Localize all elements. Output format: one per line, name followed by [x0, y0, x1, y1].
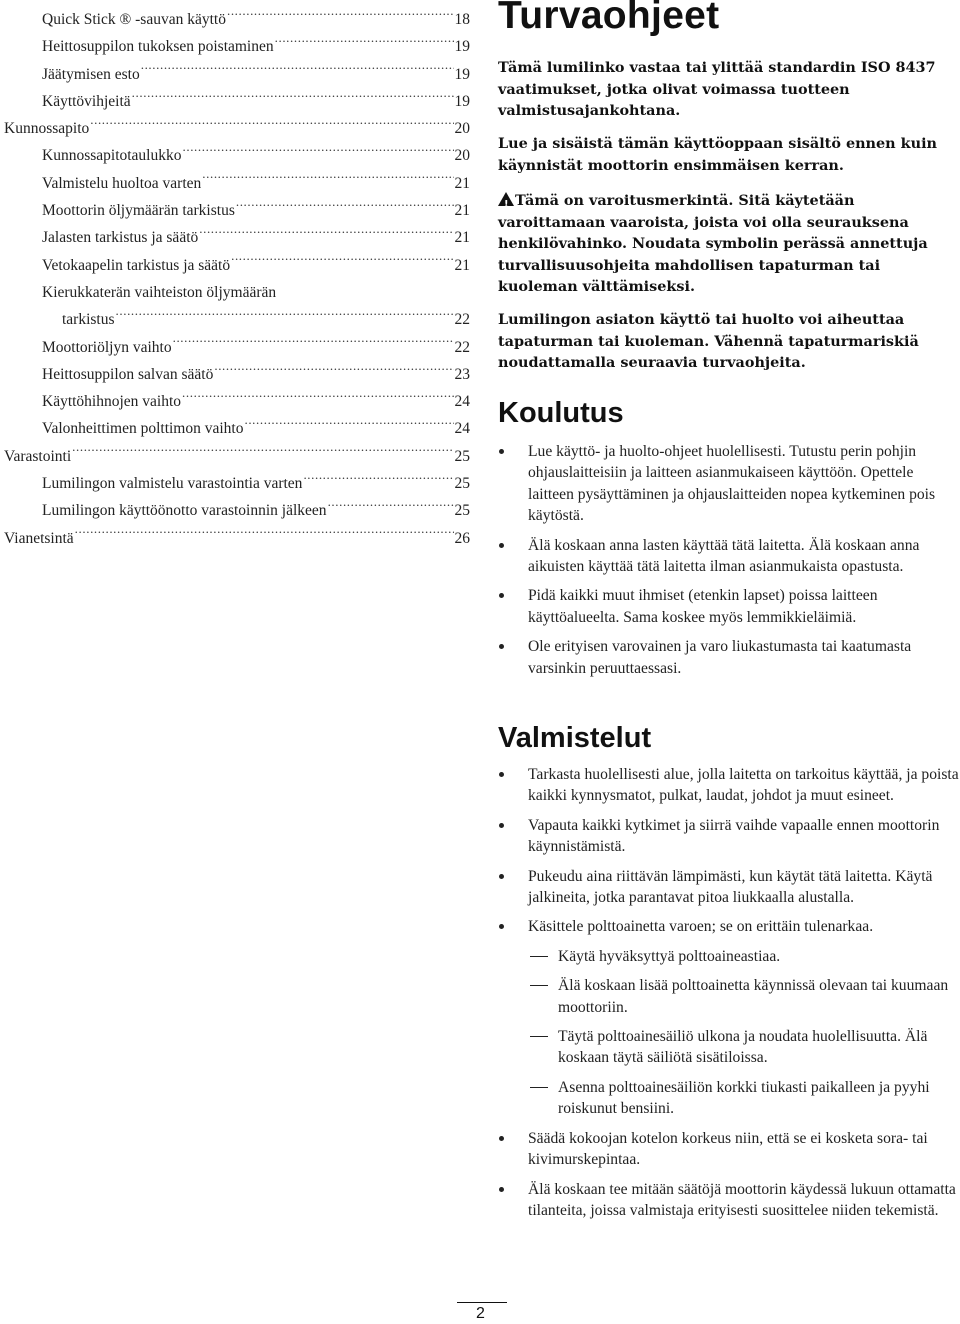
toc-entry-page: 24 [454, 420, 470, 438]
toc-leader-dots [275, 30, 454, 51]
toc-leader-dots [214, 358, 453, 379]
dash-icon [530, 985, 548, 986]
toc-entry-title: Varastointi [4, 447, 72, 465]
toc-entry-page: 21 [454, 229, 470, 247]
toc-entry-page: 20 [454, 120, 470, 138]
list-item [498, 1128, 960, 1171]
sub-list-item-text: Älä koskaan lisää polttoainetta käynnissä olevaan tai kuumaan moottoriin. [558, 977, 949, 1016]
toc-entry[interactable] [4, 494, 470, 521]
toc-leader-dots [173, 331, 454, 352]
toc-entry[interactable] [4, 85, 470, 112]
toc-entry-title: Käyttöhihnojen vaihto [42, 393, 182, 411]
toc-leader-dots [199, 221, 453, 242]
safety-warning-paragraph [498, 190, 953, 298]
toc-entry-page: 25 [454, 502, 470, 520]
sub-list-item-text: Täytä polttoainesäiliö ulkona ja noudata huolellisuutta. Älä koskaan täytä säiliötä sisätiloissa. [558, 1028, 928, 1067]
list-item-text: Säädä kokoojan kotelon korkeus niin, että se ei kosketa sora- tai kivimurskepintaa. [528, 1129, 928, 1169]
toc-entry-page: 25 [454, 475, 470, 493]
toc-leader-dots [236, 194, 454, 215]
safety-intro-read-manual: Lue ja sisäistä tämän käyttöoppaan sisältö ennen kuin käynnistät moottorin ensimmäisen kerran. [498, 135, 938, 174]
toc-entry-page: 21 [454, 174, 470, 192]
list-item [498, 764, 960, 807]
toc-entry[interactable] [4, 331, 470, 358]
toc-entry-title: Kunnossapitotaulukko [42, 147, 182, 165]
toc-entry[interactable] [4, 139, 470, 166]
list-item [498, 441, 960, 527]
toc-entry-page: 19 [454, 38, 470, 56]
toc-entry[interactable] [4, 249, 470, 276]
toc-entry-page: 22 [454, 311, 470, 329]
list-item-text: Tarkasta huolellisesti alue, jolla laitetta on tarkoitus käyttää, ja poista kaikki kynnysmatot, pulkat, laudat, johdot ja muut esineet. [528, 766, 959, 805]
bullet-icon [499, 449, 504, 454]
preparation-list [498, 764, 960, 1229]
toc-entry-title: tarkistus [62, 311, 115, 329]
page-title: Turvaohjeet [498, 0, 720, 37]
bullet-icon [499, 543, 504, 548]
bullet-icon [499, 772, 504, 777]
dash-icon [530, 956, 548, 957]
toc-leader-dots [328, 494, 454, 515]
toc-entry-page: 19 [454, 92, 470, 110]
list-item-text: Pidä kaikki muut ihmiset (etenkin lapset) poissa laitteen käyttöalueelta. Sama koskee myös lemmikkieläimiä. [528, 587, 878, 626]
warning-triangle-icon [498, 192, 514, 206]
list-item [498, 916, 960, 1119]
bullet-icon [499, 874, 504, 879]
toc-leader-dots [244, 412, 453, 433]
toc-entry-page: 21 [454, 202, 470, 220]
toc-entry-title: Moottoriöljyn vaihto [42, 338, 172, 356]
toc-entry-page: 24 [454, 393, 470, 411]
toc-entry-page: 18 [454, 11, 470, 28]
bullet-icon [499, 644, 504, 649]
toc-entry[interactable] [4, 467, 470, 494]
sub-list-item [528, 946, 960, 967]
toc-entry[interactable] [4, 276, 470, 303]
list-item-text: Vapauta kaikki kytkimet ja siirrä vaihde vapaalle ennen moottorin käynnistämistä. [528, 816, 940, 856]
toc-entry-title: Jäätymisen esto [42, 65, 140, 83]
list-item [498, 866, 960, 909]
toc-entry-title: Kierukkaterän vaihteiston öljymäärän [42, 283, 277, 301]
toc-entry-title: Vetokaapelin tarkistus ja säätö [42, 256, 231, 274]
bullet-icon [499, 593, 504, 598]
toc-entry-continuation[interactable] [4, 303, 470, 330]
list-item-text: Käsittele polttoainetta varoen; se on erittäin tulenarkaa. [528, 918, 874, 936]
list-item [498, 585, 960, 628]
training-list [498, 441, 960, 687]
toc-entry[interactable] [4, 30, 470, 57]
toc-leader-dots [303, 467, 453, 488]
toc-entry-title: Heittosuppilon salvan säätö [42, 365, 214, 383]
toc-entry-page: 19 [454, 65, 470, 83]
toc-entry-page: 21 [454, 256, 470, 274]
toc-entry-page: 25 [454, 447, 470, 465]
toc-entry-title: Kunnossapito [4, 120, 90, 138]
toc-entry[interactable] [4, 167, 470, 194]
toc-leader-dots [227, 3, 454, 24]
bullet-icon [499, 1136, 504, 1141]
toc-leader-dots [141, 58, 454, 79]
sub-list-item-text: Asenna polttoainesäiliön korkki tiukasti paikalleen ja pyyhi roiskunut bensiini. [558, 1078, 930, 1118]
toc-leader-dots [72, 440, 453, 461]
section-title-preparation: Valmistelut [498, 722, 652, 754]
toc-leader-dots [182, 385, 453, 406]
toc-leader-dots [202, 167, 453, 188]
toc-entry[interactable] [4, 194, 470, 221]
toc-entry-page: 23 [454, 365, 470, 383]
safety-intro-standard: Tämä lumilinko vastaa tai ylittää standardin ISO 8437 vaatimukset, jotka olivat voimassa tuotteen valmistusajankohtana. [498, 59, 936, 119]
safety-misuse-paragraph: Lumilingon asiaton käyttö tai huolto voi aiheuttaa tapaturman tai kuoleman. Vähennä tapaturmariskiä noudattamalla seuraavia turvaohjeita. [498, 311, 919, 371]
toc-entry-title: Valonheittimen polttimon vaihto [42, 420, 244, 438]
toc-entry-page: 26 [454, 529, 470, 547]
toc-leader-dots [183, 139, 454, 160]
list-item-text: Älä koskaan tee mitään säätöjä moottorin käydessä lukuun ottamatta tilanteita, joissa valmistaja erityisesti suosittelee niiden tekemistä. [528, 1180, 956, 1219]
toc-entry[interactable] [4, 412, 470, 439]
toc-entry-title: Quick Stick ® -sauvan käyttö [42, 11, 226, 28]
toc-entry-title: Jalasten tarkistus ja säätö [42, 229, 199, 247]
list-item [498, 535, 960, 578]
toc-entry-title: Lumilingon käyttöönotto varastoinnin jälkeen [42, 502, 327, 520]
bullet-icon [499, 924, 504, 929]
toc-entry[interactable] [4, 58, 470, 85]
toc-entry-title: Vianetsintä [4, 529, 74, 547]
toc-leader-dots [116, 303, 454, 324]
toc-entry[interactable] [4, 3, 470, 30]
toc-leader-dots [75, 522, 454, 543]
fuel-sublist [528, 946, 960, 1120]
footer-rule [457, 1302, 507, 1303]
page-number: 2 [476, 1305, 485, 1322]
toc-entry[interactable] [4, 385, 470, 412]
list-item [498, 1179, 960, 1222]
toc-entry[interactable] [4, 440, 470, 467]
list-item-text: Lue käyttö- ja huolto-ohjeet huolellisesti. Tutustu perin pohjin ohjauslaitteisiin ja laitteen asianmukaiseen käyttöön. Opettele laitteen pysäyttäminen ja ohjauslaitteiden nopea kytkeminen pois käytöstä. [528, 443, 936, 525]
toc-entry-title: Lumilingon valmistelu varastointia varten [42, 475, 303, 493]
list-item [498, 815, 960, 858]
section-title-training: Koulutus [498, 397, 624, 429]
toc-entry-page: 22 [454, 338, 470, 356]
toc-entry[interactable] [4, 221, 470, 248]
toc-entry-page: 20 [454, 147, 470, 165]
safety-warning-text: Tämä on varoitusmerkintä. Sitä käytetään varoittamaan vaaroista, joista voi olla seurauksena henkilövahinko. Noudata symbolin perässä annettuja turvallisuusohjeita mahdollisen tapaturman tai kuoleman välttämiseksi. [498, 192, 928, 295]
sub-list-item [528, 1077, 960, 1120]
toc-entry-title: Heittosuppilon tukoksen poistaminen [42, 38, 274, 56]
toc-entry[interactable] [4, 358, 470, 385]
table-of-contents [4, 3, 470, 549]
toc-entry-title: Käyttövihjeitä [42, 92, 131, 110]
sub-list-item-text: Käytä hyväksyttyä polttoaineastiaa. [558, 947, 781, 965]
toc-entry[interactable] [4, 522, 470, 549]
sub-list-item [528, 1026, 960, 1069]
list-item-text: Pukeudu aina riittävän lämpimästi, kun käytät tätä laitetta. Käytä jalkineita, jotka parantavat pitoa liukkaalla alustalla. [528, 867, 933, 907]
toc-leader-dots [90, 112, 453, 133]
toc-entry[interactable] [4, 112, 470, 139]
dash-icon [530, 1087, 548, 1088]
toc-entry-title: Moottorin öljymäärän tarkistus [42, 202, 235, 220]
sub-list-item [528, 975, 960, 1018]
bullet-icon [499, 823, 504, 828]
toc-entry-title: Valmistelu huoltoa varten [42, 174, 202, 192]
dash-icon [530, 1036, 548, 1037]
list-item [498, 636, 960, 679]
list-item-text: Älä koskaan anna lasten käyttää tätä laitetta. Älä koskaan anna aikuisten käyttää tätä laitetta ilman asianmukaista opastusta. [528, 536, 920, 576]
toc-leader-dots [132, 85, 454, 106]
list-item-text: Ole erityisen varovainen ja varo liukastumasta tai kaatumasta varsinkin peruuttaessasi. [528, 638, 912, 677]
bullet-icon [499, 1187, 504, 1192]
toc-leader-dots [231, 249, 453, 270]
